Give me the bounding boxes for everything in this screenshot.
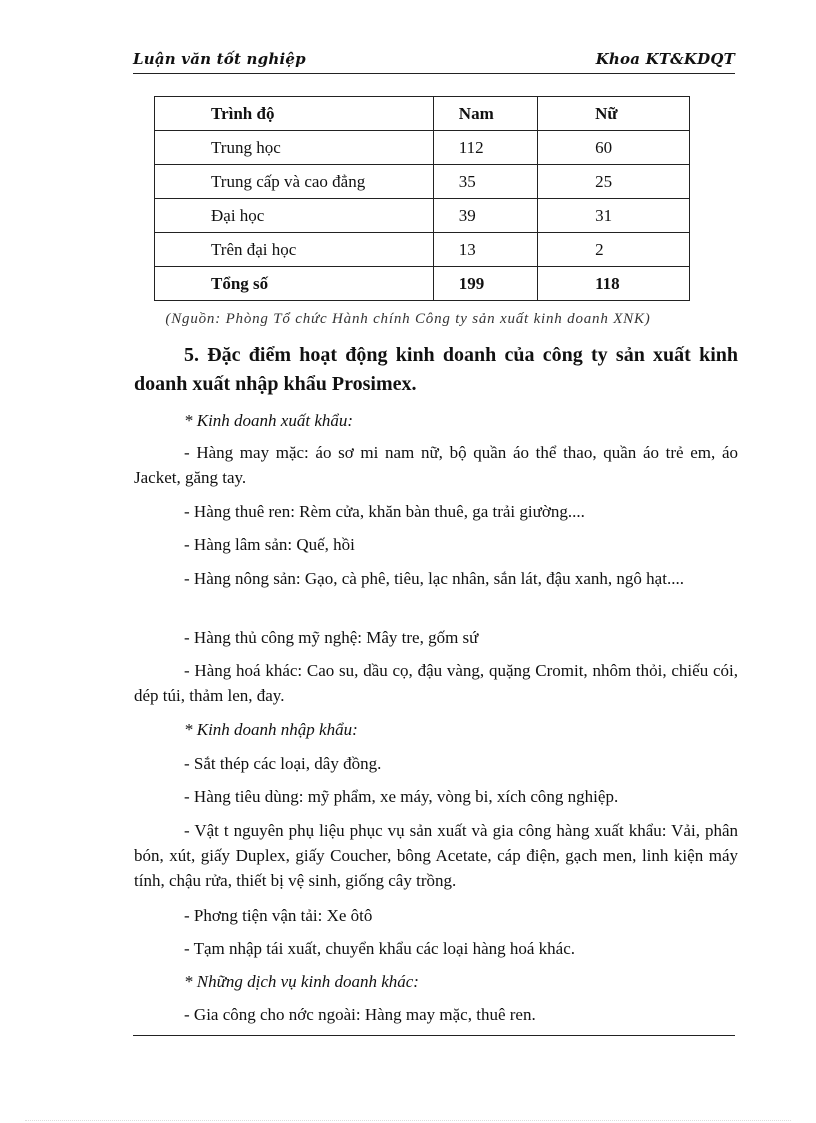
table-cell-female: 2 bbox=[538, 233, 690, 267]
paragraph-forest-products: - Hàng lâm sản: Quế, hồi bbox=[184, 535, 355, 554]
total-male: 199 bbox=[433, 267, 537, 301]
paragraph-agricultural: - Hàng nông sản: Gạo, cà phê, tiêu, lạc nhân, sắn lát, đậu xanh, ngô hạt.... bbox=[184, 569, 684, 588]
paragraph-garments: - Hàng may mặc: áo sơ mi nam nữ, bộ quần áo thể thao, quần áo trẻ em, áo Jacket, găng tay. bbox=[134, 443, 738, 487]
table-total-row bbox=[155, 267, 690, 301]
paragraph-consumer-goods: - Hàng tiêu dùng: mỹ phẩm, xe máy, vòng bi, xích công nghiệp. bbox=[184, 787, 619, 806]
subheading-import: * Kinh doanh nhập khẩu: bbox=[184, 720, 358, 739]
table-cell-level: Trung học bbox=[155, 131, 434, 165]
table-row bbox=[155, 131, 690, 165]
table-source-note: (Nguồn: Phòng Tổ chức Hành chính Công ty sản xuất kinh doanh XNK) bbox=[165, 311, 651, 327]
education-level-table bbox=[154, 96, 690, 301]
table-cell-female: 60 bbox=[538, 131, 690, 165]
paragraph-other-goods: - Hàng hoá khác: Cao su, dầu cọ, đậu vàng, quặng Cromit, nhôm thỏi, chiếu cói, dép túi, thảm len, đay. bbox=[134, 661, 738, 705]
header-thesis-title: Luận văn tốt nghiệp bbox=[133, 50, 306, 68]
section-heading: 5. Đặc điểm hoạt động kinh doanh của công ty sản xuất kinh doanh xuất nhập khẩu Prosimex. bbox=[134, 344, 738, 395]
table-row bbox=[155, 199, 690, 233]
table-cell-male: 13 bbox=[433, 233, 537, 267]
paragraph-materials: - Vật t nguyên phụ liệu phục vụ sản xuất và gia công hàng xuất khẩu: Vải, phân bón, xút, giấy Duplex, giấy Coucher, bông Acetate, cáp điện, gạch men, linh kiện máy tính, chậu rửa, thiết bị vệ sinh, giống cây trồng. bbox=[134, 821, 738, 890]
paragraph-vehicles: - Phơng tiện vận tải: Xe ôtô bbox=[184, 906, 373, 925]
table-row bbox=[155, 233, 690, 267]
table-cell-male: 112 bbox=[433, 131, 537, 165]
table-cell-female: 31 bbox=[538, 199, 690, 233]
table-cell-level: Trên đại học bbox=[155, 233, 434, 267]
table-cell-female: 25 bbox=[538, 165, 690, 199]
paragraph-handicrafts: - Hàng thủ công mỹ nghệ: Mây tre, gốm sứ bbox=[184, 628, 479, 647]
paragraph-steel: - Sắt thép các loại, dây đồng. bbox=[184, 754, 382, 773]
paragraph-outsourcing: - Gia công cho nớc ngoài: Hàng may mặc, thuê ren. bbox=[184, 1005, 536, 1024]
table-row bbox=[155, 165, 690, 199]
table-cell-level: Đại học bbox=[155, 199, 434, 233]
column-header-level: Trình độ bbox=[155, 97, 434, 131]
footer-divider bbox=[133, 1035, 735, 1036]
total-label: Tổng số bbox=[155, 267, 434, 301]
table-cell-male: 39 bbox=[433, 199, 537, 233]
header-faculty: Khoa KT&KDQT bbox=[595, 50, 735, 68]
table-header-row bbox=[155, 97, 690, 131]
total-female: 118 bbox=[538, 267, 690, 301]
column-header-male: Nam bbox=[433, 97, 537, 131]
table-cell-level: Trung cấp và cao đẳng bbox=[155, 165, 434, 199]
subheading-other-services: * Những dịch vụ kinh doanh khác: bbox=[184, 972, 419, 991]
subheading-export: * Kinh doanh xuất khẩu: bbox=[184, 411, 354, 430]
paragraph-embroidery: - Hàng thuê ren: Rèm cửa, khăn bàn thuê, ga trải giường.... bbox=[184, 502, 585, 521]
page-header bbox=[133, 50, 735, 72]
page-bottom-edge bbox=[25, 1120, 791, 1121]
column-header-female: Nữ bbox=[538, 97, 690, 131]
table-cell-male: 35 bbox=[433, 165, 537, 199]
paragraph-reexport: - Tạm nhập tái xuất, chuyển khẩu các loại hàng hoá khác. bbox=[184, 939, 576, 958]
header-divider bbox=[133, 73, 735, 74]
